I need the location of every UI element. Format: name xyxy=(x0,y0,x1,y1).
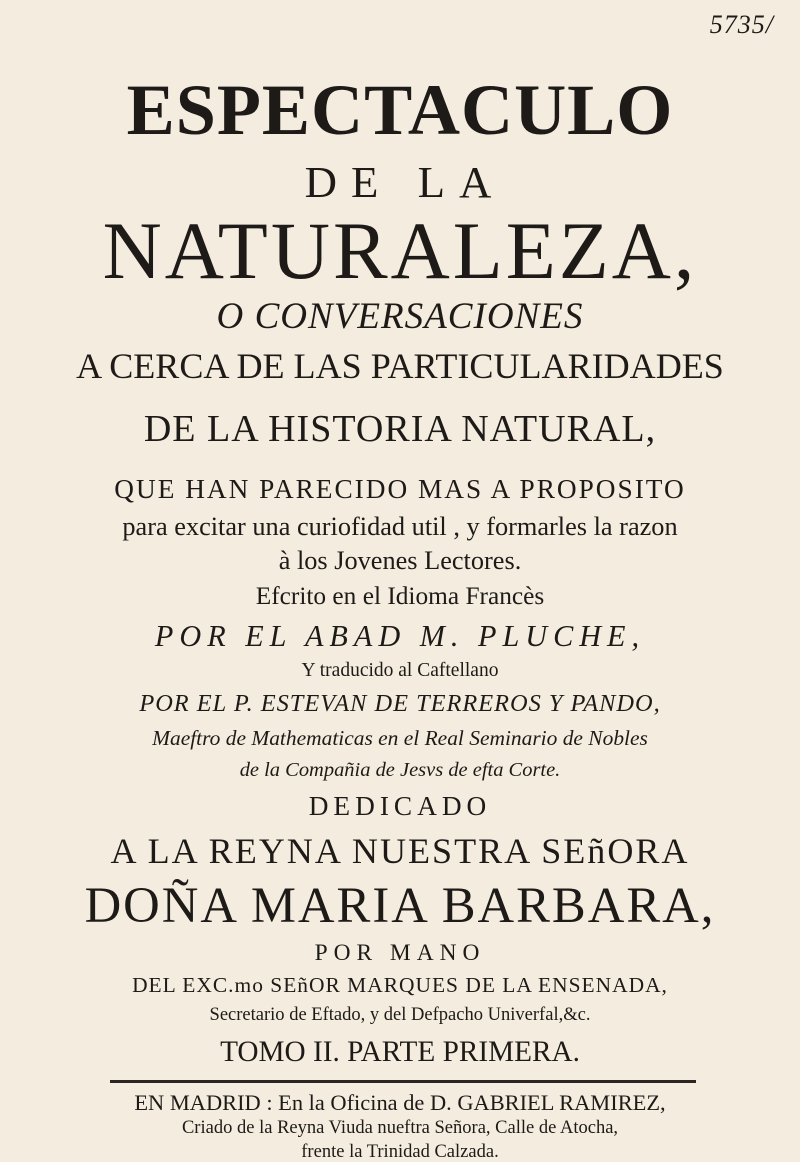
title-naturaleza: NATURALEZA, xyxy=(102,205,698,296)
subtitle-line-2: DE LA HISTORIA NATURAL, xyxy=(143,408,657,450)
author-line: POR EL ABAD M. PLUCHE, xyxy=(154,619,646,653)
volume-line: TOMO II. PARTE PRIMERA. xyxy=(220,1036,580,1068)
imprint-line-2: Criado de la Reyna Viuda nueftra Señora, Calle de Atocha, xyxy=(181,1117,619,1138)
imprint-divider xyxy=(110,1080,696,1083)
subtitle-line-3: QUE HAN PARECIDO MAS A PROPOSITO xyxy=(114,474,686,504)
title-connector: DE LA xyxy=(304,157,506,207)
dedication-heading: DEDICADO xyxy=(308,791,492,821)
subtitle-line-5: à los Jovenes Lectores. xyxy=(278,546,522,575)
translation-note: Y traducido al Caftellano xyxy=(301,660,499,681)
handwritten-shelfmark: 5735/ xyxy=(709,10,774,39)
dedication-line-1: A LA REYNA NUESTRA SEñORA xyxy=(110,831,690,871)
intermediary-line-1: DEL EXC.mo SEñOR MARQUES DE LA ENSENADA, xyxy=(132,973,668,997)
por-mano: POR MANO xyxy=(314,940,486,966)
translator-title-1: Maeftro de Mathematicas en el Real Seminario de Nobles xyxy=(152,726,648,750)
subtitle-line-1: A CERCA DE LAS PARTICULARIDADES xyxy=(76,346,724,386)
title-main: ESPECTACULO xyxy=(126,70,674,150)
subtitle-conversaciones: O CONVERSACIONES xyxy=(216,296,584,337)
imprint-line-3: frente la Trinidad Calzada. xyxy=(301,1141,499,1162)
imprint-line-1: EN MADRID : En la Oficina de D. GABRIEL RAMIREZ, xyxy=(134,1090,666,1115)
original-language-note: Efcrito en el Idioma Francès xyxy=(255,582,545,610)
intermediary-line-2: Secretario de Eftado, y del Defpacho Univerfal,&c. xyxy=(209,1004,591,1025)
translator-title-2: de la Compañia de Jesvs de efta Corte. xyxy=(239,759,561,781)
dedicatee-name: DOÑA MARIA BARBARA, xyxy=(84,877,716,933)
subtitle-line-4: para excitar una curiofidad util , y formarles la razon xyxy=(122,512,678,541)
translator-line: POR EL P. ESTEVAN DE TERREROS Y PANDO, xyxy=(139,690,661,717)
